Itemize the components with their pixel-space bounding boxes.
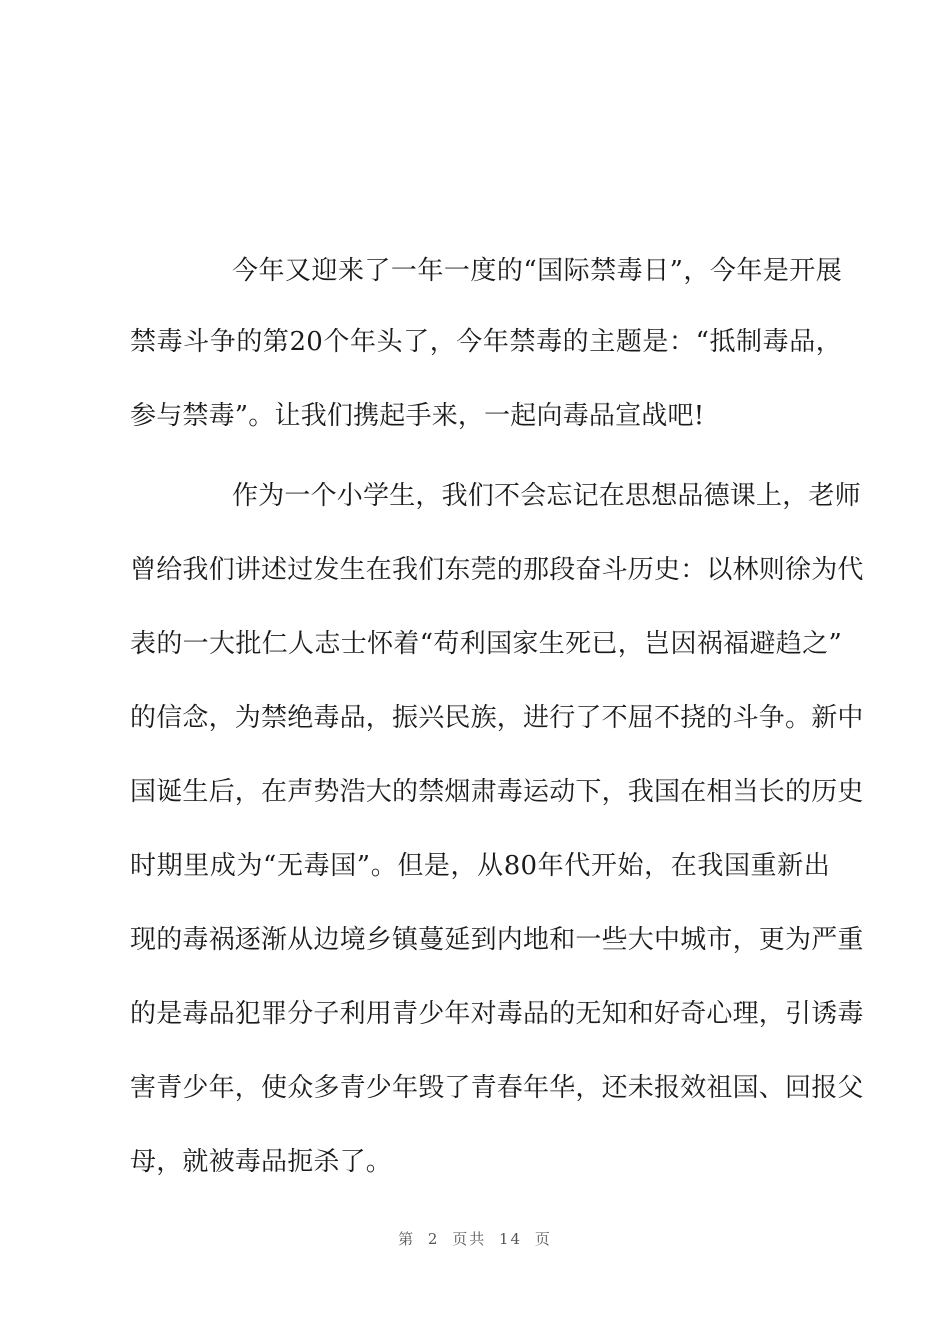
paragraph-2-line-3: 表的一大批仁人志士怀着“苟利国家生死已，岂因祸福避趋之” — [130, 629, 842, 659]
paragraph-2-line-1: 作为一个小学生，我们不会忘记在思想品德课上，老师 — [232, 481, 861, 511]
paragraph-2-line-10: 母，就被毒品扼杀了。 — [130, 1147, 393, 1177]
paragraph-2-line-5: 国诞生后，在声势浩大的禁烟肃毒运动下，我国在相当长的历史 — [130, 777, 864, 807]
paragraph-2-line-9: 害青少年，使众多青少年毁了青春年华，还未报效祖国、回报父 — [130, 1073, 864, 1103]
paragraph-2-line-2: 曾给我们讲述过发生在我们东莞的那段奋斗历史：以林则徐为代 — [130, 555, 864, 585]
paragraph-1-line-3: 参与禁毒”。让我们携起手来，一起向毒品宣战吧! — [130, 401, 705, 431]
paragraph-2-line-4: 的信念，为禁绝毒品，振兴民族，进行了不屈不挠的斗争。新中 — [130, 703, 864, 733]
paragraph-2-line-8: 的是毒品犯罪分子利用青少年对毒品的无知和好奇心理，引诱毒 — [130, 999, 864, 1029]
paragraph-1-line-2: 禁毒斗争的第20个年头了，今年禁毒的主题是：“抵制毒品， — [130, 327, 842, 357]
paragraph-2-line-6: 时期里成为“无毒国”。但是，从80年代开始，在我国重新出 — [130, 851, 830, 881]
paragraph-1-line-1: 今年又迎来了一年一度的“国际禁毒日”，今年是开展 — [232, 256, 842, 286]
page-number-footer: 第 2 页共 14 页 — [398, 1230, 552, 1248]
paragraph-2-line-7: 现的毒祸逐渐从边境乡镇蔓延到内地和一些大中城市，更为严重 — [130, 925, 864, 955]
